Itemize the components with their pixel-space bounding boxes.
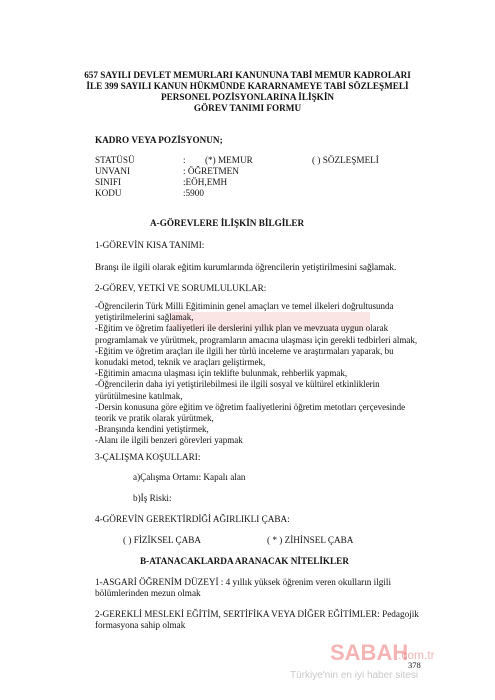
statu-sozlesmeli: ( ) SÖZLEŞMELİ <box>312 155 379 165</box>
sinif-value: :EÖH,EMH <box>183 177 228 187</box>
q2-line: -Öğrencilerin daha iyi yetiştirilebilmesi ile ilgili sosyal ve kültürel etkinliklerin <box>95 379 380 390</box>
q2-line: yürütülmesine katılmak, <box>95 390 183 401</box>
section-b-heading: B-ATANACAKLARDA ARANACAK NİTELİKLER <box>140 556 349 566</box>
page-number: 378 <box>408 660 421 670</box>
q2-line: -Alanı ile ilgili benzeri görevleri yapmak <box>95 435 243 446</box>
sabah-domain-watermark: .com.tr <box>398 648 435 662</box>
sinif-label: SINIFI <box>95 177 122 187</box>
q2-responsibilities <box>95 301 425 447</box>
q2-line: konudaki metod, teknik ve araçları geliştirmek, <box>95 357 266 368</box>
form-title-line-2: İLE 399 SAYILI KANUN HÜKMÜNDE KARARNAMEYE TABİ SÖZLEŞMELİ <box>86 81 409 91</box>
q2-line: teorik ve pratik olarak yürütmek, <box>95 413 214 424</box>
sabah-tagline-watermark: Türkiye'nin en iyi haber sitesi <box>290 670 419 681</box>
b1-line-2: bölümlerinden mezun olmak <box>95 588 201 598</box>
kod-value: :5900 <box>183 188 204 198</box>
q1-title: 1-GÖREVİN KISA TANIMI: <box>95 240 205 250</box>
q3-title: 3-ÇALIŞMA KOŞULLARI: <box>95 452 201 462</box>
b2-line-2: formasyona sahip olmak <box>95 620 186 630</box>
kadro-heading: KADRO VEYA POZİSYONUN; <box>95 135 223 145</box>
q2-line: -Eğitimin amacına ulaşması için teklifte bulunmak, rehberlik yapmak, <box>95 368 348 379</box>
sabah-logo-watermark: SABAH <box>330 640 409 665</box>
q2-title: 2-GÖREV, YETKİ VE SORUMLULUKLAR: <box>95 283 267 293</box>
statu-colon: : <box>183 155 186 165</box>
unvan-label: UNVANI <box>95 166 131 176</box>
statu-label: STATÜSÜ <box>95 155 135 165</box>
q4-fiziksel: ( ) FİZİKSEL ÇABA <box>123 535 202 545</box>
q2-line: -Eğitim ve öğretim faaliyetleri ile derslerini yıllık plan ve mevzuata uygun olarak <box>95 323 389 334</box>
q2-line: programlamak ve yürütmek, programların amacına ulaşması için gerekli tedbirleri almak, <box>95 334 418 345</box>
section-a-heading: A-GÖREVLERE İLİŞKİN BİLGİLER <box>150 218 305 228</box>
unvan-value: : ÖĞRETMEN <box>183 166 239 176</box>
q2-line: -Branşında kendini yetiştirmek, <box>95 424 209 435</box>
q2-line: -Öğrencilerin Türk Milli Eğitiminin genel amaçları ve temel ilkeleri doğrultusunda <box>95 301 394 311</box>
form-title-line-1: 657 SAYILI DEVLET MEMURLARI KANUNUNA TABİ MEMUR KADROLARI <box>84 70 411 80</box>
q1-text: Branşı ile ilgili olarak eğitim kurumlarında öğrencilerin yetiştirilmesini sağlamak. <box>95 262 397 272</box>
q3-risk: b)İş Riski: <box>133 493 172 503</box>
q4-zihinsel: ( * ) ZİHİNSEL ÇABA <box>267 535 354 545</box>
b1-line-1: 1-ASGARİ ÖĞRENİM DÜZEYİ : 4 yıllık yüksek öğrenim veren okulların ilgili <box>95 577 392 587</box>
form-title-line-3: PERSONEL POZİSYONLARINA İLİŞKİN <box>160 92 335 102</box>
q2-line: -Eğitim ve öğretim araçları ile ilgili her türlü inceleme ve araştırmaları yaparak, bu <box>95 345 394 356</box>
form-title-line-4: GÖREV TANIMI FORMU <box>193 103 302 113</box>
b2-line-1: 2-GEREKLİ MESLEKİ EĞİTİM, SERTİFİKA VEYA DİĞER EĞİTİMLER: Pedagojik <box>95 609 419 619</box>
kod-label: KODU <box>95 188 122 198</box>
q2-line: yetiştirilmelerini sağlamak, <box>95 312 194 323</box>
q3-ortam: a)Çalışma Ortamı: Kapalı alan <box>133 472 246 482</box>
statu-memur: (*) MEMUR <box>205 155 253 165</box>
q2-line: -Dersin konusuna göre eğitim ve öğretim faaliyetlerini öğretim metotları çerçevesinde <box>95 401 406 412</box>
q4-title: 4-GÖREVİN GEREKTİRDİĞİ AĞIRLIKLI ÇABA: <box>95 514 290 524</box>
